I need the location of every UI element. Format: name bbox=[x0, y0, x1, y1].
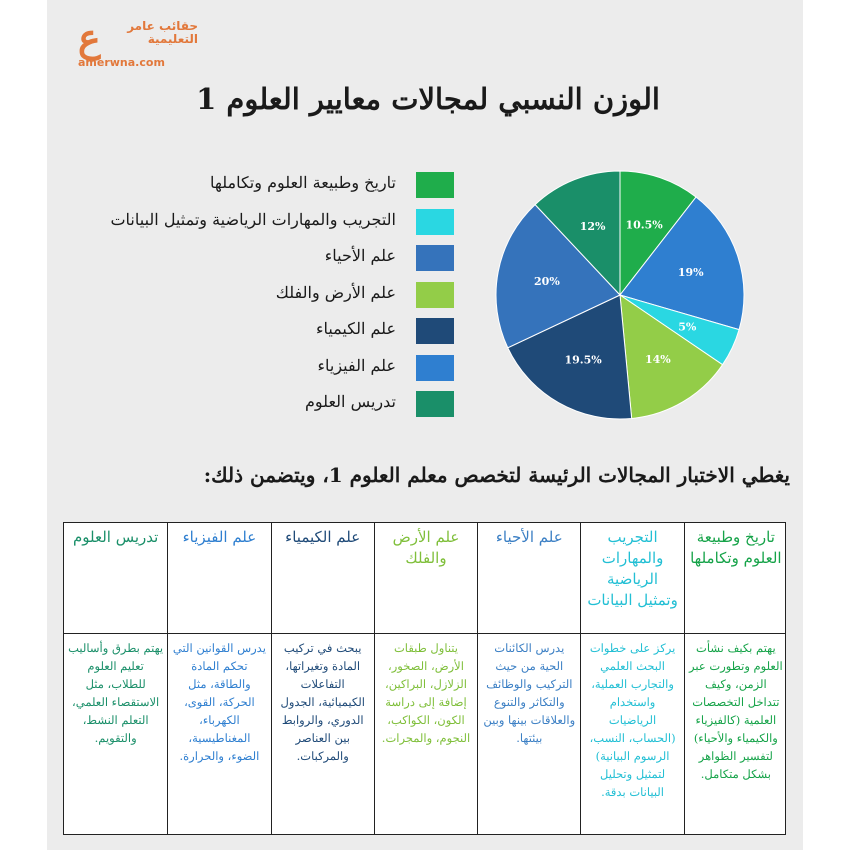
table-column-body: يهتم بطرق وأساليب تعليم العلوم للطلاب، مثل الاستقصاء العلمي، التعلم النشط، والتقويم. bbox=[68, 641, 164, 745]
pie-slice-label: 10.5% bbox=[625, 218, 663, 232]
legend-item bbox=[90, 389, 460, 419]
pie-slice-label: 12% bbox=[579, 219, 606, 233]
logo-site: amerwna.com bbox=[78, 56, 165, 69]
legend-item bbox=[90, 353, 460, 383]
table-column bbox=[64, 523, 167, 834]
table-column-body: يركز على خطوات البحث العلمي والتجارب العملية، واستخدام الرياضيات (الحساب، النسب، الرسوم البيانية) لتمثيل وتحليل البيانات بدقة. bbox=[589, 641, 676, 799]
legend-label: التجريب والمهارات الرياضية وتمثيل البيانات bbox=[110, 209, 396, 229]
legend-label: تدريس العلوم bbox=[304, 392, 396, 411]
legend-item bbox=[90, 207, 460, 237]
table-column-body: يدرس الكائنات الحية من حيث التركيب والوظائف والتكاثر والتنوع والعلاقات بينها وبين بيئتها. bbox=[483, 641, 576, 745]
logo bbox=[78, 15, 198, 70]
table-column-header: علم الفيزياء bbox=[182, 528, 257, 546]
logo-glyph: ع bbox=[78, 15, 101, 60]
table-column bbox=[684, 523, 787, 834]
table-column-body: يدرس القوانين التي تحكم المادة والطاقة، مثل الحركة، القوى، الكهرباء، المغناطيسية، الضوء، والحرارة. bbox=[172, 641, 266, 763]
legend-label: علم الأحياء bbox=[324, 246, 396, 265]
table-column bbox=[167, 523, 270, 834]
table-column-header: تاريخ وطبيعة العلوم وتكاملها bbox=[690, 528, 782, 567]
table-column bbox=[271, 523, 374, 834]
pie-chart bbox=[495, 170, 755, 430]
legend-item bbox=[90, 316, 460, 346]
table-column-header: تدريس العلوم bbox=[72, 528, 159, 546]
legend-swatch bbox=[416, 209, 454, 235]
pie-slice-label: 19.5% bbox=[564, 353, 602, 367]
legend-label: تاريخ وطبيعة العلوم وتكاملها bbox=[209, 173, 396, 192]
table-column-body: يهتم بكيف نشأت العلوم وتطورت عبر الزمن، وكيف تتداخل التخصصات العلمية (كالفيزياء والكيمياء والأحياء) لتفسير الظواهر بشكل متكامل. bbox=[689, 641, 783, 781]
legend-label: علم الفيزياء bbox=[317, 355, 396, 375]
logo-brand-text: حقائب عامر التعليمية bbox=[127, 19, 198, 46]
pie-slice-label: 14% bbox=[644, 353, 671, 367]
table-column bbox=[374, 523, 477, 834]
legend-swatch bbox=[416, 245, 454, 271]
table-column bbox=[477, 523, 580, 834]
legend-label: علم الأرض والفلك bbox=[275, 282, 396, 302]
legend-item bbox=[90, 243, 460, 273]
table-column bbox=[580, 523, 683, 834]
legend-item bbox=[90, 170, 460, 200]
legend-item bbox=[90, 280, 460, 310]
pie-slice-label: 19% bbox=[677, 266, 704, 280]
pie-slice-label: 20% bbox=[534, 275, 560, 289]
pie-slice-label: 5% bbox=[678, 320, 697, 334]
page-title: الوزن النسبي لمجالات معايير العلوم 1 bbox=[196, 82, 660, 116]
table-column-body: يتناول طبقات الأرض، الصخور، الزلازل، البراكين، إضافة إلى دراسة الكون، الكواكب، النجوم، والمجرات. bbox=[381, 641, 471, 745]
table-column-header: التجريب والمهارات الرياضية وتمثيل البيانات bbox=[587, 528, 678, 609]
domains-table bbox=[63, 522, 786, 835]
table-column-header: علم الأرض والفلك bbox=[392, 528, 460, 567]
table-column-body: يبحث في تركيب المادة وتغيراتها، التفاعلات الكيميائية، الجدول الدوري، والروابط بين العناصر والمركبات. bbox=[280, 641, 365, 763]
legend-swatch bbox=[416, 391, 454, 417]
section-subtitle: يغطي الاختبار المجالات الرئيسة لتخصص معلم العلوم 1، ويتضمن ذلك: bbox=[203, 463, 790, 487]
legend-swatch bbox=[416, 282, 454, 308]
table-column-header: علم الأحياء bbox=[495, 528, 563, 546]
legend-swatch bbox=[416, 355, 454, 381]
legend-swatch bbox=[416, 172, 454, 198]
legend-swatch bbox=[416, 318, 454, 344]
table-column-header: علم الكيمياء bbox=[285, 528, 361, 546]
legend-label: علم الكيمياء bbox=[315, 319, 396, 338]
